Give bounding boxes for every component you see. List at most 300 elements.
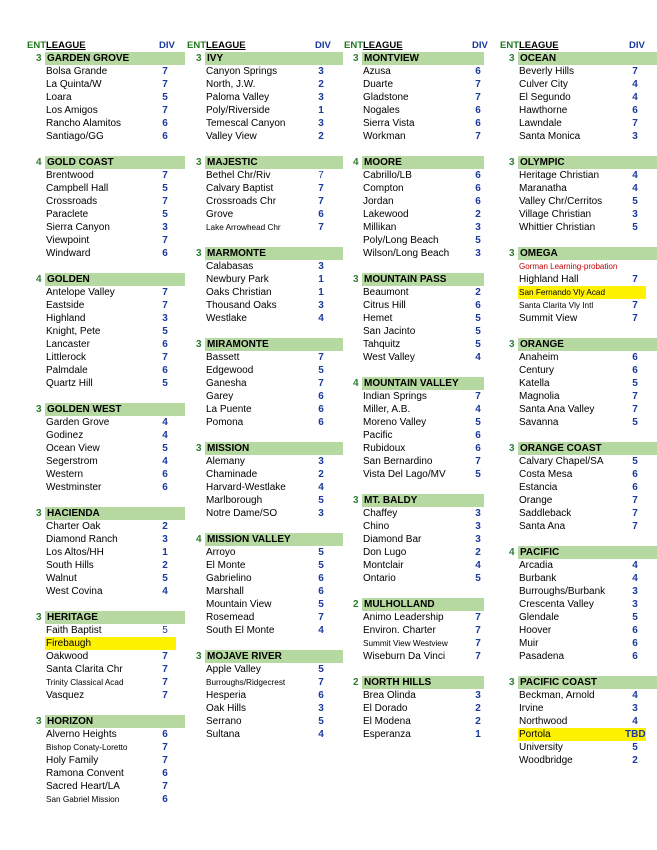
school-row <box>27 468 181 481</box>
school-row <box>27 572 181 585</box>
school-row <box>27 442 181 455</box>
school-name: Jordan <box>363 196 394 207</box>
school-division: 7 <box>475 612 481 623</box>
school-division: 6 <box>475 66 481 77</box>
league-header <box>187 533 337 546</box>
school-division: 2 <box>318 469 324 480</box>
school-row <box>500 585 651 598</box>
school-division: 7 <box>632 508 638 519</box>
school-division: 7 <box>475 456 481 467</box>
school-row <box>500 728 651 741</box>
header-league: LEAGUE <box>46 40 86 51</box>
school-division: 6 <box>632 365 638 376</box>
school-division: 4 <box>162 586 168 597</box>
league-entry-count: 2 <box>353 599 359 610</box>
school-row <box>500 65 651 78</box>
school-division: 7 <box>318 183 324 194</box>
league-entry-count: 3 <box>509 443 515 454</box>
school-name: Charter Oak <box>46 521 101 532</box>
league-name: MISSION <box>205 442 343 455</box>
school-row <box>187 507 337 520</box>
school-row <box>187 468 337 481</box>
school-row <box>27 104 181 117</box>
school-name: Oaks Christian <box>206 287 272 298</box>
school-name: Bolsa Grande <box>46 66 108 77</box>
league-montview <box>344 52 494 143</box>
school-division: 7 <box>318 196 324 207</box>
league-entry-count: 3 <box>36 508 42 519</box>
school-row <box>344 624 494 637</box>
school-division: 5 <box>318 547 324 558</box>
league-name: NORTH HILLS <box>362 676 484 689</box>
school-name: Sultana <box>206 729 240 740</box>
school-row <box>500 572 651 585</box>
school-division: 5 <box>162 326 168 337</box>
school-name: Hoover <box>519 625 552 636</box>
school-row <box>27 780 181 793</box>
school-name: Wiseburn Da Vinci <box>363 651 446 662</box>
school-row <box>344 416 494 429</box>
school-name: Apple Valley <box>206 664 261 675</box>
school-division: 7 <box>162 287 168 298</box>
school-name: Santa Clarita Vly Intl <box>519 301 594 310</box>
school-name: South Hills <box>46 560 94 571</box>
league-entry-count: 3 <box>36 716 42 727</box>
school-division: 7 <box>318 677 324 688</box>
school-division: 7 <box>475 79 481 90</box>
school-row <box>344 65 494 78</box>
school-name: Westlake <box>206 313 247 324</box>
school-row <box>187 624 337 637</box>
school-name: Savanna <box>519 417 559 428</box>
school-name: Century <box>519 365 555 376</box>
school-division: 7 <box>318 378 324 389</box>
school-name: Chaminade <box>206 469 258 480</box>
school-name: El Dorado <box>363 703 408 714</box>
school-row <box>500 507 651 520</box>
league-entry-count: 3 <box>509 677 515 688</box>
school-row <box>187 104 337 117</box>
school-division: 3 <box>475 508 481 519</box>
school-row <box>500 702 651 715</box>
school-name: Walnut <box>46 573 77 584</box>
school-row <box>500 117 651 130</box>
school-name: Sierra Vista <box>363 118 415 129</box>
school-name: Oakwood <box>46 651 89 662</box>
school-division: 3 <box>475 521 481 532</box>
league-entry-count: 3 <box>196 157 202 168</box>
school-name: Environ. Charter <box>363 625 436 636</box>
school-row <box>344 715 494 728</box>
school-row <box>187 182 337 195</box>
league-name: ORANGE COAST <box>518 442 657 455</box>
school-name: Littlerock <box>46 352 87 363</box>
school-division: 6 <box>318 209 324 220</box>
school-row <box>187 572 337 585</box>
school-division: 2 <box>475 716 481 727</box>
school-row <box>187 286 337 299</box>
school-division: 6 <box>475 300 481 311</box>
league-moore <box>344 156 494 260</box>
league-hacienda <box>27 507 181 598</box>
school-name: Chaffey <box>363 508 398 519</box>
school-division: 2 <box>475 547 481 558</box>
school-division: 3 <box>318 92 324 103</box>
school-row <box>187 481 337 494</box>
school-division: 2 <box>475 287 481 298</box>
school-name: Compton <box>363 183 404 194</box>
league-entry-count: 3 <box>36 404 42 415</box>
school-division: 2 <box>632 755 638 766</box>
school-row <box>27 364 181 377</box>
school-name: Animo Leadership <box>363 612 444 623</box>
school-row <box>500 182 651 195</box>
league-entry-count: 3 <box>196 443 202 454</box>
league-name: IVY <box>205 52 343 65</box>
school-row <box>187 260 337 273</box>
school-name: Rosemead <box>206 612 255 623</box>
school-row <box>344 169 494 182</box>
school-row <box>187 195 337 208</box>
school-name: Citrus Hill <box>363 300 406 311</box>
school-name: Maranatha <box>519 183 567 194</box>
school-name: Rubidoux <box>363 443 406 454</box>
school-division: 7 <box>475 625 481 636</box>
school-name: Firebaugh <box>46 638 92 649</box>
school-name: Heritage Christian <box>519 170 600 181</box>
school-row <box>187 546 337 559</box>
league-name: PACIFIC COAST <box>518 676 657 689</box>
league-header <box>187 156 337 169</box>
league-name: MOJAVE RIVER <box>205 650 343 663</box>
league-header <box>500 156 651 169</box>
school-division: 3 <box>475 222 481 233</box>
school-division: 7 <box>162 170 168 181</box>
school-division: 6 <box>475 118 481 129</box>
school-row <box>27 455 181 468</box>
school-division: 5 <box>475 417 481 428</box>
school-row <box>500 260 651 273</box>
school-name: El Monte <box>206 560 246 571</box>
school-name: Glendale <box>519 612 560 623</box>
school-division: 7 <box>162 79 168 90</box>
school-name: Sacred Heart/LA <box>46 781 120 792</box>
league-gold-coast <box>27 156 181 260</box>
school-division: 4 <box>475 404 481 415</box>
league-mission-valley <box>187 533 337 637</box>
school-division: 7 <box>475 651 481 662</box>
school-division: 4 <box>318 313 324 324</box>
school-name: Saddleback <box>519 508 572 519</box>
league-olympic <box>500 156 651 234</box>
school-division: 7 <box>318 612 324 623</box>
school-row <box>344 234 494 247</box>
school-name: Ontario <box>363 573 396 584</box>
school-name: Diamond Bar <box>363 534 422 545</box>
school-row <box>187 117 337 130</box>
school-row <box>500 130 651 143</box>
league-header <box>27 715 181 728</box>
school-row <box>27 793 181 806</box>
school-row <box>187 91 337 104</box>
school-division: 5 <box>632 196 638 207</box>
school-name: Garey <box>206 391 234 402</box>
school-name: Diamond Ranch <box>46 534 118 545</box>
school-name: Santa Clarita Chr <box>46 664 123 675</box>
school-division: 6 <box>318 690 324 701</box>
school-division: 7 <box>162 664 168 675</box>
school-row <box>187 403 337 416</box>
league-entry-count: 3 <box>36 612 42 623</box>
league-north-hills <box>344 676 494 741</box>
league-name: OLYMPIC <box>518 156 657 169</box>
school-row <box>27 481 181 494</box>
header-div: DIV <box>315 40 331 51</box>
school-name: Hawthorne <box>519 105 568 116</box>
school-row <box>187 663 337 676</box>
school-row <box>344 403 494 416</box>
school-name: Beaumont <box>363 287 409 298</box>
league-header <box>500 676 651 689</box>
school-row <box>500 169 651 182</box>
school-name: Santa Monica <box>519 131 581 142</box>
school-name: South El Monte <box>206 625 275 636</box>
school-division: 5 <box>318 599 324 610</box>
school-division: 3 <box>632 586 638 597</box>
school-row <box>187 611 337 624</box>
school-division: 3 <box>318 456 324 467</box>
school-name: Summit View Westview <box>363 639 448 648</box>
school-division: 6 <box>162 482 168 493</box>
school-row <box>27 117 181 130</box>
league-name: MT. BALDY <box>362 494 484 507</box>
league-header <box>187 650 337 663</box>
school-name: Anaheim <box>519 352 559 363</box>
school-division: 7 <box>162 105 168 116</box>
school-name: Palmdale <box>46 365 88 376</box>
school-division: 3 <box>632 131 638 142</box>
school-name: La Puente <box>206 404 252 415</box>
league-name: HERITAGE <box>45 611 185 624</box>
school-name: Irvine <box>519 703 544 714</box>
league-header <box>344 156 494 169</box>
school-name: Orange <box>519 495 553 506</box>
league-entry-count: 3 <box>509 248 515 259</box>
school-division: 3 <box>475 534 481 545</box>
school-row <box>500 611 651 624</box>
school-name: Pacific <box>363 430 393 441</box>
school-division: 7 <box>162 66 168 77</box>
school-row <box>27 559 181 572</box>
school-row <box>500 689 651 702</box>
school-row <box>344 468 494 481</box>
school-division: 5 <box>318 495 324 506</box>
school-name: Gladstone <box>363 92 409 103</box>
league-ivy <box>187 52 337 143</box>
school-name: Marlborough <box>206 495 263 506</box>
school-name: Alverno Heights <box>46 729 117 740</box>
school-row <box>27 637 181 650</box>
school-row <box>500 650 651 663</box>
school-row <box>27 728 181 741</box>
school-row <box>500 286 651 299</box>
school-division: 7 <box>632 274 638 285</box>
school-division: 5 <box>632 417 638 428</box>
league-name: PACIFIC <box>518 546 657 559</box>
league-horizon <box>27 715 181 806</box>
school-name: Culver City <box>519 79 568 90</box>
school-row <box>500 715 651 728</box>
league-header <box>500 247 651 260</box>
school-row <box>187 585 337 598</box>
school-division: 7 <box>162 235 168 246</box>
school-row <box>187 169 337 182</box>
school-division: 5 <box>162 183 168 194</box>
school-division: 4 <box>632 690 638 701</box>
school-division: 5 <box>475 235 481 246</box>
school-division: 3 <box>162 534 168 545</box>
school-division: 4 <box>318 625 324 636</box>
school-name: Lake Arrowhead Chr <box>206 223 281 232</box>
school-row <box>27 234 181 247</box>
school-division: 7 <box>318 352 324 363</box>
league-entry-count: 3 <box>196 248 202 259</box>
school-division: 6 <box>632 638 638 649</box>
school-row <box>187 377 337 390</box>
school-division: 6 <box>162 365 168 376</box>
school-name: Temescal Canyon <box>206 118 286 129</box>
school-division: 7 <box>632 118 638 129</box>
school-division: 6 <box>475 105 481 116</box>
school-name: Segerstrom <box>46 456 98 467</box>
school-row <box>27 650 181 663</box>
school-division: 5 <box>632 222 638 233</box>
school-name: Grove <box>206 209 234 220</box>
school-division: 2 <box>162 521 168 532</box>
school-name: Pomona <box>206 417 244 428</box>
school-division: 6 <box>162 469 168 480</box>
league-entry-count: 3 <box>196 53 202 64</box>
school-division: 5 <box>632 378 638 389</box>
league-name: MONTVIEW <box>362 52 484 65</box>
school-row <box>500 312 651 325</box>
school-division: 6 <box>318 404 324 415</box>
school-row <box>344 247 494 260</box>
school-division: 7 <box>475 92 481 103</box>
school-row <box>344 312 494 325</box>
school-division: 7 <box>632 66 638 77</box>
school-division: 6 <box>318 586 324 597</box>
school-row <box>344 130 494 143</box>
school-row <box>500 520 651 533</box>
school-division: 3 <box>475 690 481 701</box>
school-division: 5 <box>162 573 168 584</box>
school-division: 2 <box>475 209 481 220</box>
school-name: Ocean View <box>46 443 100 454</box>
school-division: 6 <box>475 196 481 207</box>
school-name: Paloma Valley <box>206 92 270 103</box>
league-name: OCEAN <box>518 52 657 65</box>
school-name: North, J.W. <box>206 79 256 90</box>
school-row <box>27 325 181 338</box>
league-entry-count: 4 <box>353 378 359 389</box>
school-name: Arcadia <box>519 560 553 571</box>
school-row <box>500 299 651 312</box>
league-name: MULHOLLAND <box>362 598 484 611</box>
school-division: 5 <box>475 469 481 480</box>
school-row <box>500 195 651 208</box>
school-division: 7 <box>475 131 481 142</box>
school-row <box>187 416 337 429</box>
school-name: Chino <box>363 521 390 532</box>
school-division: 2 <box>318 131 324 142</box>
school-name: Godinez <box>46 430 84 441</box>
school-name: Millikan <box>363 222 397 233</box>
school-name: San Fernando Vly Acad <box>519 288 606 297</box>
school-row <box>344 442 494 455</box>
league-orange-coast <box>500 442 651 533</box>
school-name: Garden Grove <box>46 417 110 428</box>
school-name: Moreno Valley <box>363 417 427 428</box>
school-division: 7 <box>162 196 168 207</box>
school-name: Bethel Chr/Riv <box>206 170 271 181</box>
school-row <box>27 208 181 221</box>
school-name: Quartz Hill <box>46 378 93 389</box>
school-division: 6 <box>632 651 638 662</box>
school-name: Gabrielino <box>206 573 252 584</box>
school-row <box>500 390 651 403</box>
school-row <box>344 325 494 338</box>
league-majestic <box>187 156 337 234</box>
league-name: GOLDEN WEST <box>45 403 185 416</box>
league-header <box>187 247 337 260</box>
school-row <box>27 78 181 91</box>
league-entry-count: 4 <box>196 534 202 545</box>
school-name: Santiago/GG <box>46 131 104 142</box>
school-division: 1 <box>318 287 324 298</box>
school-row <box>27 741 181 754</box>
school-name: Alemany <box>206 456 245 467</box>
school-name: Bishop Conaty-Loretto <box>46 743 128 752</box>
school-row <box>344 208 494 221</box>
school-division: 6 <box>162 729 168 740</box>
school-row <box>344 611 494 624</box>
league-marmonte <box>187 247 337 325</box>
school-division: 7 <box>475 638 481 649</box>
school-row <box>344 104 494 117</box>
league-entry-count: 4 <box>36 274 42 285</box>
school-name: Bassett <box>206 352 240 363</box>
school-row <box>500 559 651 572</box>
school-division: 5 <box>162 92 168 103</box>
school-division: 4 <box>475 560 481 571</box>
league-name: MIRAMONTE <box>205 338 343 351</box>
school-name: Campbell Hall <box>46 183 109 194</box>
school-division: 3 <box>318 66 324 77</box>
school-row <box>500 351 651 364</box>
school-division: 6 <box>162 131 168 142</box>
header-div: DIV <box>629 40 645 51</box>
league-mission <box>187 442 337 520</box>
school-division: 3 <box>162 313 168 324</box>
school-division: 7 <box>632 300 638 311</box>
league-header <box>187 52 337 65</box>
school-name: El Modena <box>363 716 411 727</box>
school-name: Harvard-Westlake <box>206 482 286 493</box>
school-division: 5 <box>318 365 324 376</box>
school-division: 6 <box>632 469 638 480</box>
school-row <box>27 286 181 299</box>
